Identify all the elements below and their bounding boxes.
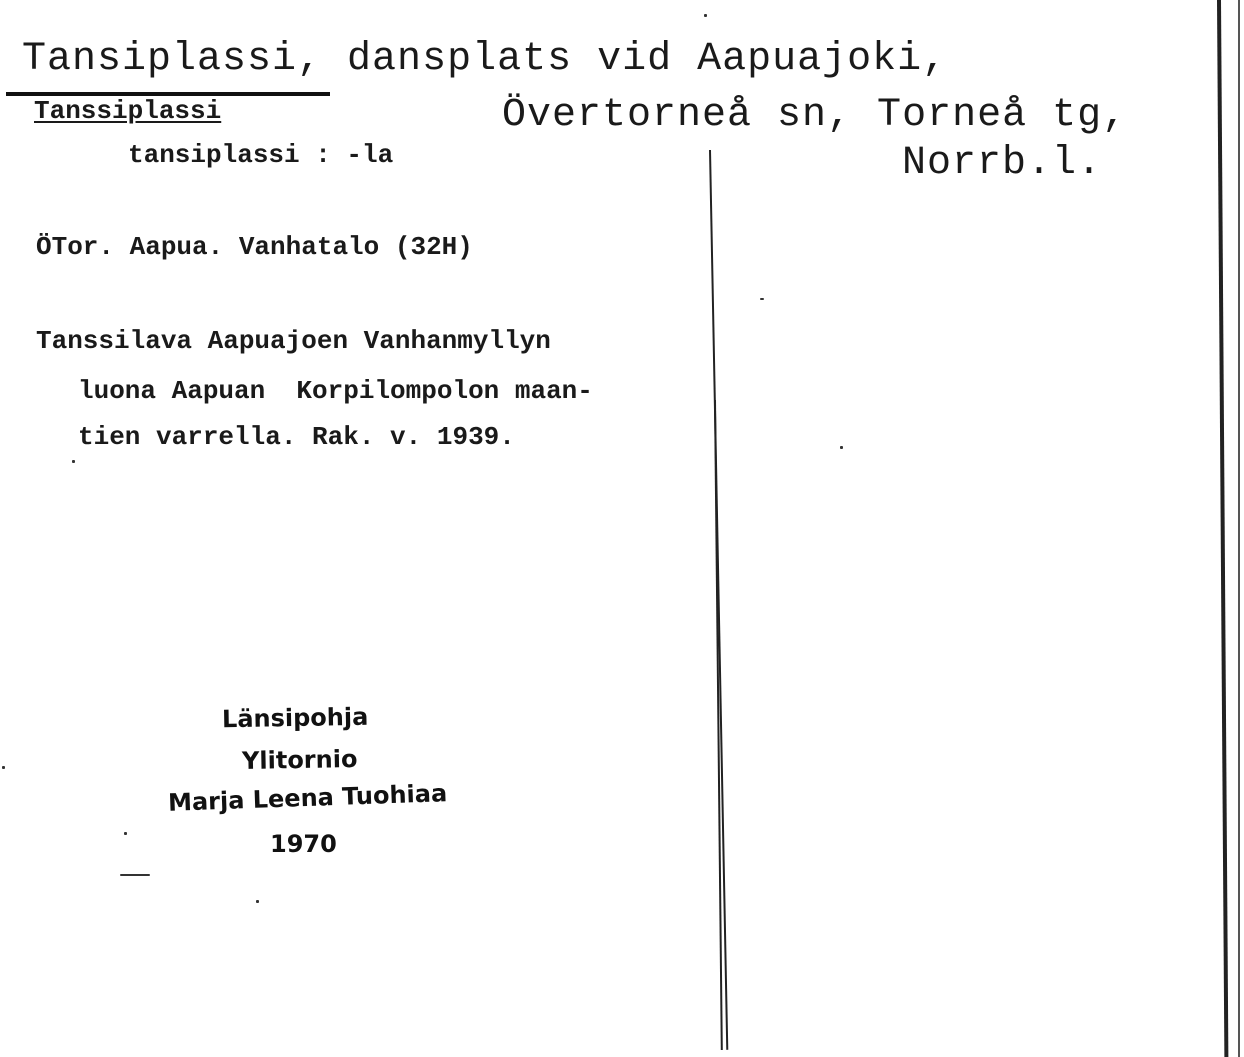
scan-speck: [840, 446, 843, 449]
stamp-year: 1970: [270, 830, 337, 858]
card-right-border: [1217, 0, 1228, 1057]
scan-speck: [256, 900, 259, 903]
scan-speck: [120, 874, 150, 876]
card-title-line-2: Övertorneå sn, Torneå tg,: [502, 93, 1128, 138]
headword: Tanssiplassi: [34, 96, 222, 126]
card-edge-line: [1238, 0, 1240, 1057]
inflection: tansiplassi : -la: [128, 140, 394, 170]
card-title-line-1: Tansiplassi, dansplats vid Aapuajoki,: [22, 37, 948, 82]
description-line-3: tien varrella. Rak. v. 1939.: [78, 422, 515, 452]
stamp-region: Länsipohja: [221, 702, 369, 734]
source-reference: ÖTor. Aapua. Vanhatalo (32H): [36, 232, 473, 262]
scan-speck: [760, 298, 764, 300]
scan-speck: [124, 832, 127, 835]
scan-speck: [704, 14, 707, 17]
scan-speck: [72, 460, 75, 463]
stamp-collector: Marja Leena Tuohiaa: [167, 779, 448, 817]
description-line-1: Tanssilava Aapuajoen Vanhanmyllyn: [36, 326, 551, 356]
card-title-line-3: Norrb.l.: [902, 141, 1103, 186]
scan-speck: [2, 766, 5, 769]
description-line-2: luona Aapuan Korpilompolon maan-: [78, 376, 593, 406]
stamp-municipality: Ylitornio: [241, 744, 358, 776]
